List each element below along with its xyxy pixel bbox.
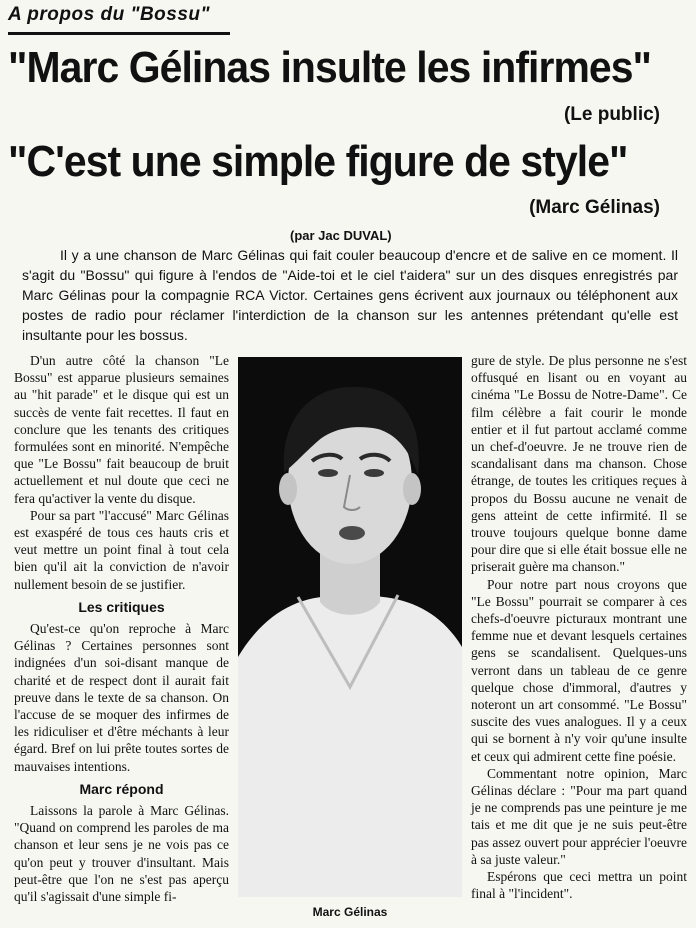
headline-secondary: "C'est une simple figure de style" bbox=[8, 137, 628, 186]
article-paragraph: Commentant notre opinion, Marc Gélinas déclare : "Pour ma part quand je ne comprends pas une peinture je me tais et me dit que je ne suis peut-être pas assez ouvert pour apprécier l'oeuvre à sa juste valeur." bbox=[471, 765, 687, 867]
portrait-illustration bbox=[238, 357, 462, 897]
headline-primary-attribution: (Le public) bbox=[563, 104, 660, 125]
subhead-marc-repond: Marc répond bbox=[79, 780, 164, 797]
article-paragraph: Laissons la parole à Marc Gélinas. "Quand on comprend les paroles de ma chanson et leur sens je ne vois pas ce qu'on peut y trouver d'insultant. Mais peut-être que l'on ne s'est pas aperçu qu'il s'agissait d'une simple fi- bbox=[14, 803, 229, 905]
byline: (par Jac DUVAL) bbox=[290, 228, 392, 243]
article-paragraph: Espérons que ceci mettra un point final à "l'incident". bbox=[471, 869, 687, 902]
headline-primary: "Marc Gélinas insulte les infirmes" bbox=[8, 43, 652, 92]
photo-caption: Marc Gélinas bbox=[312, 905, 388, 919]
portrait-photo bbox=[238, 357, 462, 897]
headline-secondary-attribution: (Marc Gélinas) bbox=[529, 197, 660, 218]
lede-paragraph: Il y a une chanson de Marc Gélinas qui fait couler beaucoup d'encre et de salive en ce moment. Il s'agit du "Bossu" qui figure à l'endos de "Aide-toi et le ciel t'aidera" sur un des disques enregistrés par Marc Gélinas pour la compagnie RCA Victor. Certaines gens écrivent aux journaux ou téléphonent aux postes de radio pour réclamer l'interdiction de la chanson sur les antennes prétendant qu'elle est insultante pour les bossus. bbox=[22, 247, 678, 343]
article-paragraph: Pour sa part "l'accusé" Marc Gélinas est exaspéré de tous ces hauts cris et veut mettre un point final à tout cela bien qu'il ait la conviction de n'avoir nullement besoin de se justifier. bbox=[14, 507, 229, 592]
article-column-left bbox=[14, 352, 229, 905]
article-column-right bbox=[471, 352, 687, 903]
article-paragraph: Qu'est-ce qu'on reproche à Marc Gélinas ? Certaines personnes sont indignées d'un soi-disant manque de charité et de respect dont il aurait fait preuve dans le texte de sa chanson. On l'accuse de se moquer des infirmes de les ridiculiser et d'être méchants à leur égard. Bref on lui prête toutes sortes de mauvaises intentions. bbox=[14, 621, 229, 774]
kicker-rule bbox=[8, 32, 230, 35]
article-paragraph: D'un autre côté la chanson "Le Bossu" est apparue plusieurs semaines au "hit parade" et le disque qui est un succès de vente fait recettes. Il faut en conclure que les tenants des critiques formulées sont en minorité. N'empêche que "Le Bossu" fait beaucoup de bruit actuellement et nul doute que ceci ne fera qu'activer la vente du disque. bbox=[14, 353, 229, 506]
article-paragraph: Pour notre part nous croyons que "Le Bossu" pourrait se comparer à ces chefs-d'oeuvre picturaux montrant une femme nue et devant lesquels certaines gens se scandalisent. Quelques-uns verront dans un tableau de ce genre quelque chose d'immoral, d'autres y noteront un art consommé. "Le Bossu" suscite des vues analogues. Il y a ceux qui se bornent à n'y voir qu'une insulte et ceux qui admirent cette fine poésie. bbox=[471, 576, 687, 764]
kicker: A propos du "Bossu" bbox=[8, 4, 211, 25]
article-paragraph: gure de style. De plus personne ne s'est offusqué en lisant ou en voyant au cinéma "Le Bossu de Notre-Dame". Ce film célèbre a fait courir le monde entier et il fut partout acclamé comme un chef-d'oeuvre. Je ne trouve rien de scandalisant dans ma chanson. Chose étrange, de toutes les critiques reçues à propos du Bossu aucune ne venait de gens atteint de cette infirmité. Il se trouve toujours quelque bonne dame pour dire que si elle était bossue elle ne priserait guère ma chanson." bbox=[471, 353, 687, 575]
subhead-les-critiques: Les critiques bbox=[78, 598, 165, 615]
